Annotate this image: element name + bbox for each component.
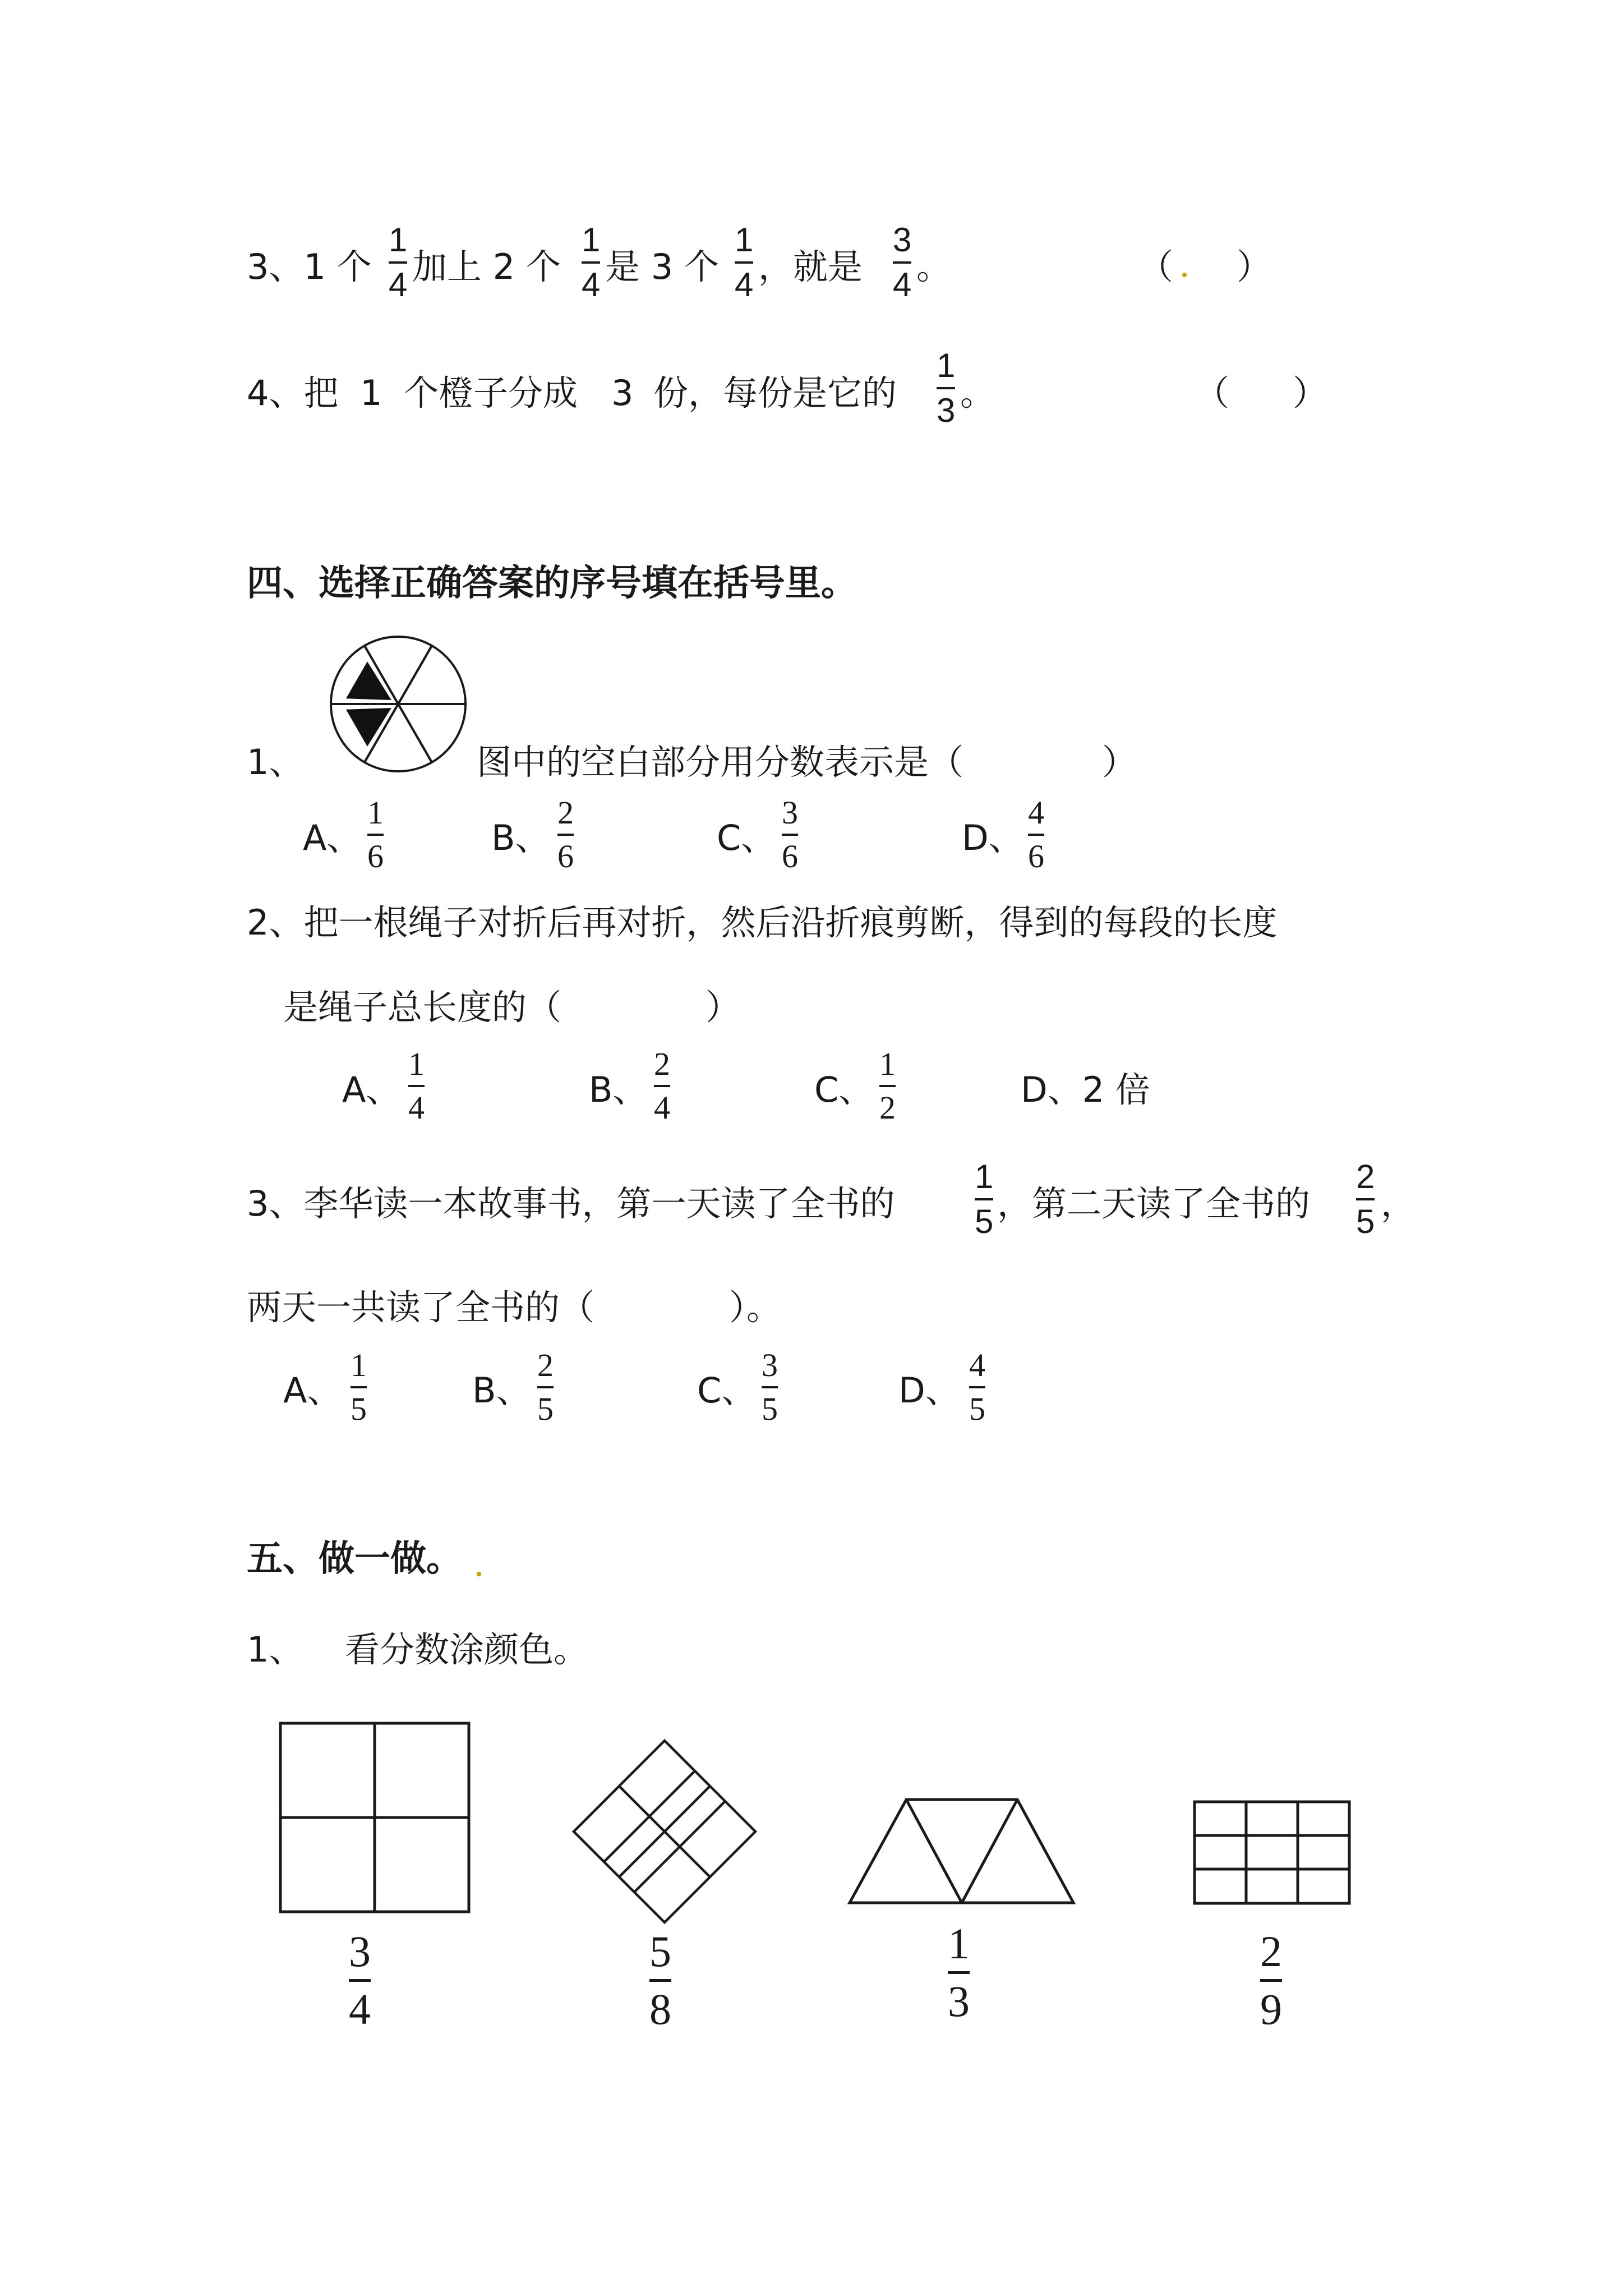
numerator: 1 xyxy=(879,1046,896,1082)
denominator: 4 xyxy=(735,266,754,303)
numerator: 5 xyxy=(649,1927,671,1976)
fraction-1-5 xyxy=(975,1160,993,1239)
option-a-fraction xyxy=(351,1349,367,1425)
item-text: 个橙子分成 xyxy=(404,372,578,413)
numerator: 1 xyxy=(389,221,408,259)
judge-item-3 xyxy=(247,246,372,287)
answer-paren-open: （ xyxy=(1138,246,1174,287)
fraction-5-8 xyxy=(649,1927,671,2033)
answer-paren-close: ）。 xyxy=(729,1287,782,1328)
section-5-q1-text: 看分数涂颜色。 xyxy=(345,1629,589,1670)
denominator: 6 xyxy=(367,838,384,875)
numerator: 2 xyxy=(557,794,574,831)
decorative-dot xyxy=(477,1572,481,1576)
question-2-line-1: 2、把一根绳子对折后再对折，然后沿折痕剪断，得到的每段的长度 xyxy=(247,902,1278,943)
judge-item-4 xyxy=(247,372,339,413)
numerator: 1 xyxy=(975,1158,994,1195)
option-c-label: C、 xyxy=(814,1069,874,1110)
option-b-label: B、 xyxy=(472,1370,531,1411)
trapezoid-figure xyxy=(848,1795,1075,1907)
square-grid-figure xyxy=(279,1722,470,1913)
section-4-heading: 四、选择正确答案的序号填在括号里。 xyxy=(247,563,857,604)
section-5-q1-number: 1、 xyxy=(247,1629,304,1670)
option-c-fraction xyxy=(879,1048,896,1124)
option-a-fraction xyxy=(367,794,384,875)
diamond-grid-figure xyxy=(572,1739,757,1924)
item-text: 是 3 个 xyxy=(605,246,719,287)
fraction-1-3 xyxy=(948,1919,970,2026)
answer-paren-close: ） xyxy=(706,987,741,1028)
item-text: 加上 2 个 xyxy=(412,246,561,287)
denominator: 9 xyxy=(1260,1985,1282,2033)
fraction-3-4 xyxy=(893,223,911,302)
denominator: 4 xyxy=(389,266,408,303)
item-number-1: 1 xyxy=(360,372,382,413)
question-3-line-1-a: 3、李华读一本故事书，第一天读了全书的 xyxy=(247,1183,895,1224)
denominator: 6 xyxy=(1028,838,1044,875)
item-number: 3、 xyxy=(247,246,304,287)
denominator: 5 xyxy=(351,1391,367,1427)
numerator: 1 xyxy=(948,1919,970,1968)
section-5-heading: 五、做一做。 xyxy=(247,1538,462,1580)
option-b-label: B、 xyxy=(491,817,550,858)
denominator: 4 xyxy=(893,266,912,303)
option-c-label: C、 xyxy=(717,817,776,858)
item-text: 1 个 xyxy=(303,246,372,287)
question-3-line-1-c: ， xyxy=(1381,1183,1416,1224)
question-text: 图中的空白部分用分数表示是（ xyxy=(477,742,964,783)
item-text: 。 xyxy=(960,372,995,413)
numerator: 1 xyxy=(367,794,384,831)
numerator: 3 xyxy=(782,794,798,831)
option-a-fraction xyxy=(408,1048,425,1124)
numerator: 4 xyxy=(969,1347,985,1383)
numerator: 4 xyxy=(1028,794,1044,831)
denominator: 5 xyxy=(537,1391,554,1427)
denominator: 4 xyxy=(408,1089,425,1126)
option-b-fraction xyxy=(537,1349,554,1425)
question-number: 1、 xyxy=(247,742,304,783)
option-a-label: A、 xyxy=(303,817,362,858)
item-text: ，就是 xyxy=(758,246,863,287)
denominator: 5 xyxy=(762,1391,778,1427)
denominator: 6 xyxy=(782,838,798,875)
denominator: 8 xyxy=(649,1985,671,2033)
denominator: 6 xyxy=(557,838,574,875)
fraction-1-3 xyxy=(937,349,955,427)
option-b-label: B、 xyxy=(589,1069,648,1110)
numerator: 2 xyxy=(1260,1927,1282,1976)
answer-paren-close: ） xyxy=(1237,246,1272,287)
denominator: 5 xyxy=(969,1391,985,1427)
pie-slices xyxy=(331,637,465,771)
numerator: 3 xyxy=(349,1927,371,1976)
denominator: 4 xyxy=(654,1089,670,1126)
denominator: 5 xyxy=(975,1203,994,1240)
pie-slice xyxy=(398,646,465,704)
denominator: 3 xyxy=(937,392,956,429)
option-a-label: A、 xyxy=(283,1370,342,1411)
fraction-1-4 xyxy=(389,223,407,302)
numerator: 1 xyxy=(735,221,754,259)
numerator: 2 xyxy=(654,1046,670,1082)
question-2-line-2: 是绳子总长度的（ xyxy=(283,987,562,1028)
item-text: 把 xyxy=(303,372,339,413)
option-c-fraction xyxy=(762,1349,778,1425)
option-d-fraction xyxy=(969,1349,985,1425)
decorative-dot xyxy=(1182,273,1187,277)
option-b-fraction xyxy=(557,794,574,875)
denominator: 4 xyxy=(582,266,601,303)
question-3-line-2: 两天一共读了全书的（ xyxy=(247,1287,595,1328)
option-b-fraction xyxy=(654,1048,670,1124)
denominator: 4 xyxy=(349,1985,371,2033)
numerator: 3 xyxy=(762,1347,778,1383)
option-d-text: D、2 倍 xyxy=(1021,1069,1150,1110)
rect-grid-figure xyxy=(1193,1801,1350,1904)
answer-paren-close: ） xyxy=(1293,372,1328,413)
denominator: 3 xyxy=(948,1977,970,2026)
numerator: 2 xyxy=(1356,1158,1375,1195)
item-text: 份，每份是它的 xyxy=(653,372,897,413)
numerator: 3 xyxy=(893,221,912,259)
fraction-2-5 xyxy=(1356,1160,1375,1239)
fraction-2-9 xyxy=(1260,1927,1282,2033)
numerator: 2 xyxy=(537,1347,554,1383)
option-d-fraction xyxy=(1028,794,1044,875)
pie-figure xyxy=(328,634,468,774)
option-c-fraction xyxy=(782,794,798,875)
option-d-label: D、 xyxy=(962,817,1023,858)
denominator: 5 xyxy=(1356,1203,1375,1240)
numerator: 1 xyxy=(582,221,601,259)
numerator: 1 xyxy=(408,1046,425,1082)
fraction-3-4 xyxy=(349,1927,371,2033)
denominator: 2 xyxy=(879,1089,896,1126)
option-a-label: A、 xyxy=(342,1069,401,1110)
question-3-line-1-b: ，第二天读了全书的 xyxy=(997,1183,1311,1224)
item-number: 4、 xyxy=(247,372,304,413)
numerator: 1 xyxy=(937,347,956,384)
fraction-1-4 xyxy=(735,223,753,302)
answer-paren-close: ） xyxy=(1102,742,1137,783)
answer-paren-open: （ xyxy=(1195,372,1230,413)
option-c-label: C、 xyxy=(697,1370,757,1411)
fraction-1-4 xyxy=(582,223,600,302)
item-text: 。 xyxy=(916,246,952,287)
item-number-3: 3 xyxy=(611,372,634,413)
pie-slice xyxy=(398,704,465,762)
numerator: 1 xyxy=(351,1347,367,1383)
option-d-label: D、 xyxy=(898,1370,960,1411)
